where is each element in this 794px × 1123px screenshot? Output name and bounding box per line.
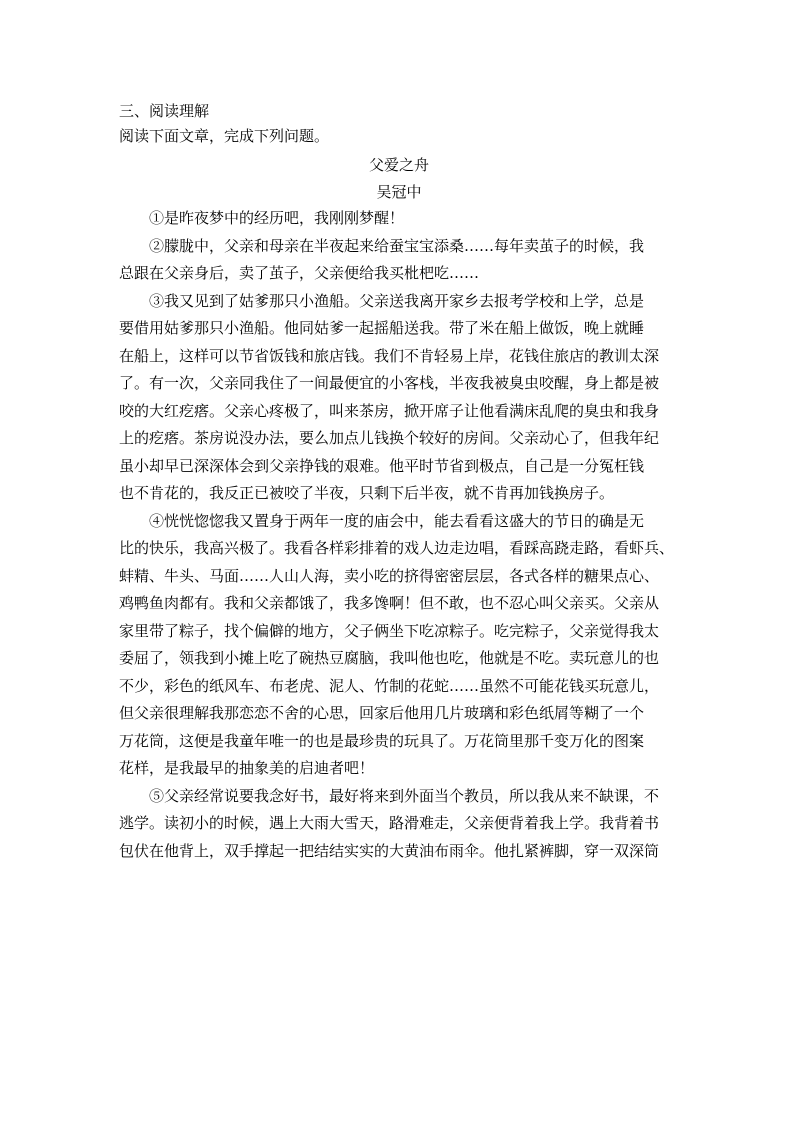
paragraph-line: 要借用姑爹那只小渔船。他同姑爹一起摇船送我。带了米在船上做饭，晚上就睡 <box>119 319 645 337</box>
paragraph-3 <box>119 288 679 508</box>
paragraph-line: 包伏在他背上，双手撑起一把结结实实的大黄油布雨伞。他扎紧裤脚，穿一双深筒 <box>119 841 660 860</box>
paragraph-line: 不少，彩色的纸风车、布老虎、泥人、竹制的花蛇……虽然不可能花钱买玩意儿， <box>119 676 660 695</box>
paragraph-line: 花样，是我最早的抽象美的启迪者吧！ <box>119 759 375 777</box>
document-body <box>119 99 679 865</box>
paragraph-line: 逃学。读初小的时候，遇上大雨大雪天，路滑难走，父亲便背着我上学。我背着书 <box>119 814 660 832</box>
paragraph-line: ②朦胧中，父亲和母亲在半夜起来给蚕宝宝添桑……每年卖茧子的时候，我 <box>149 236 645 255</box>
paragraph-line: 万花筒，这便是我童年唯一的也是最珍贵的玩具了。万花筒里那千变万化的图案 <box>119 731 645 750</box>
paragraph-line: ③我又见到了姑爹那只小渔船。父亲送我离开家乡去报考学校和上学，总是 <box>149 291 645 310</box>
paragraph-1 <box>119 205 679 233</box>
paragraph-2 <box>119 233 679 288</box>
paragraph-line: 家里带了粽子，找个偏僻的地方，父子俩坐下吃凉粽子。吃完粽子，父亲觉得我太 <box>119 621 660 640</box>
paragraph-line: 总跟在父亲身后，卖了茧子，父亲便给我买枇杷吃…… <box>119 264 480 282</box>
article-author: 吴冠中 <box>376 183 422 201</box>
paragraph-line: ④恍恍惚惚我又置身于两年一度的庙会中，能去看看这盛大的节日的确是无 <box>149 511 645 530</box>
paragraph-line: 虽小却早已深深体会到父亲挣钱的艰难。他平时节省到极点，自己是一分冤枉钱 <box>119 456 645 475</box>
paragraph-line: 鸡鸭鱼肉都有。我和父亲都饿了，我多馋啊！但不敢，也不忍心叫父亲买。父亲从 <box>119 594 660 612</box>
paragraph-5 <box>119 783 679 866</box>
paragraph-line: 在船上，这样可以节省饭钱和旅店钱。我们不肯轻易上岸，花钱住旅店的教训太深 <box>119 346 660 365</box>
article-title: 父爱之舟 <box>368 156 429 174</box>
paragraph-line: 了。有一次，父亲同我住了一间最便宜的小客栈，半夜我被臭虫咬醒，身上都是被 <box>119 374 660 392</box>
instruction-text: 阅读下面文章，完成下列问题。 <box>119 127 330 145</box>
paragraph-line: 委屈了，领我到小摊上吃了碗热豆腐脑，我叫他也吃，他就是不吃。卖玩意儿的也 <box>119 649 660 667</box>
paragraph-line: 也不肯花的，我反正已被咬了半夜，只剩下后半夜，就不肯再加钱换房子。 <box>119 484 615 502</box>
paragraph-line: 上的疙瘩。茶房说没办法，要么加点儿钱换个较好的房间。父亲动心了，但我年纪 <box>119 429 660 447</box>
paragraph-line: ⑤父亲经常说要我念好书，最好将来到外面当个教员，所以我从来不缺课，不 <box>149 786 660 805</box>
paragraph-line: 蚌精、牛头、马面……人山人海，卖小吃的挤得密密层层，各式各样的糖果点心、 <box>119 566 660 585</box>
paragraph-4 <box>119 508 679 783</box>
section-heading: 三、阅读理解 <box>119 102 210 120</box>
paragraph-line: 比的快乐，我高兴极了。我看各样彩排着的戏人边走边唱，看踩高跷走路，看虾兵、 <box>119 539 675 557</box>
paragraph-line: ①是昨夜梦中的经历吧，我刚刚梦醒！ <box>149 209 405 227</box>
paragraph-line: 但父亲很理解我那恋恋不舍的心思，回家后他用几片玻璃和彩色纸屑等糊了一个 <box>119 704 645 722</box>
paragraph-line: 咬的大红疙瘩。父亲心疼极了，叫来茶房，掀开席子让他看满床乱爬的臭虫和我身 <box>119 401 660 420</box>
